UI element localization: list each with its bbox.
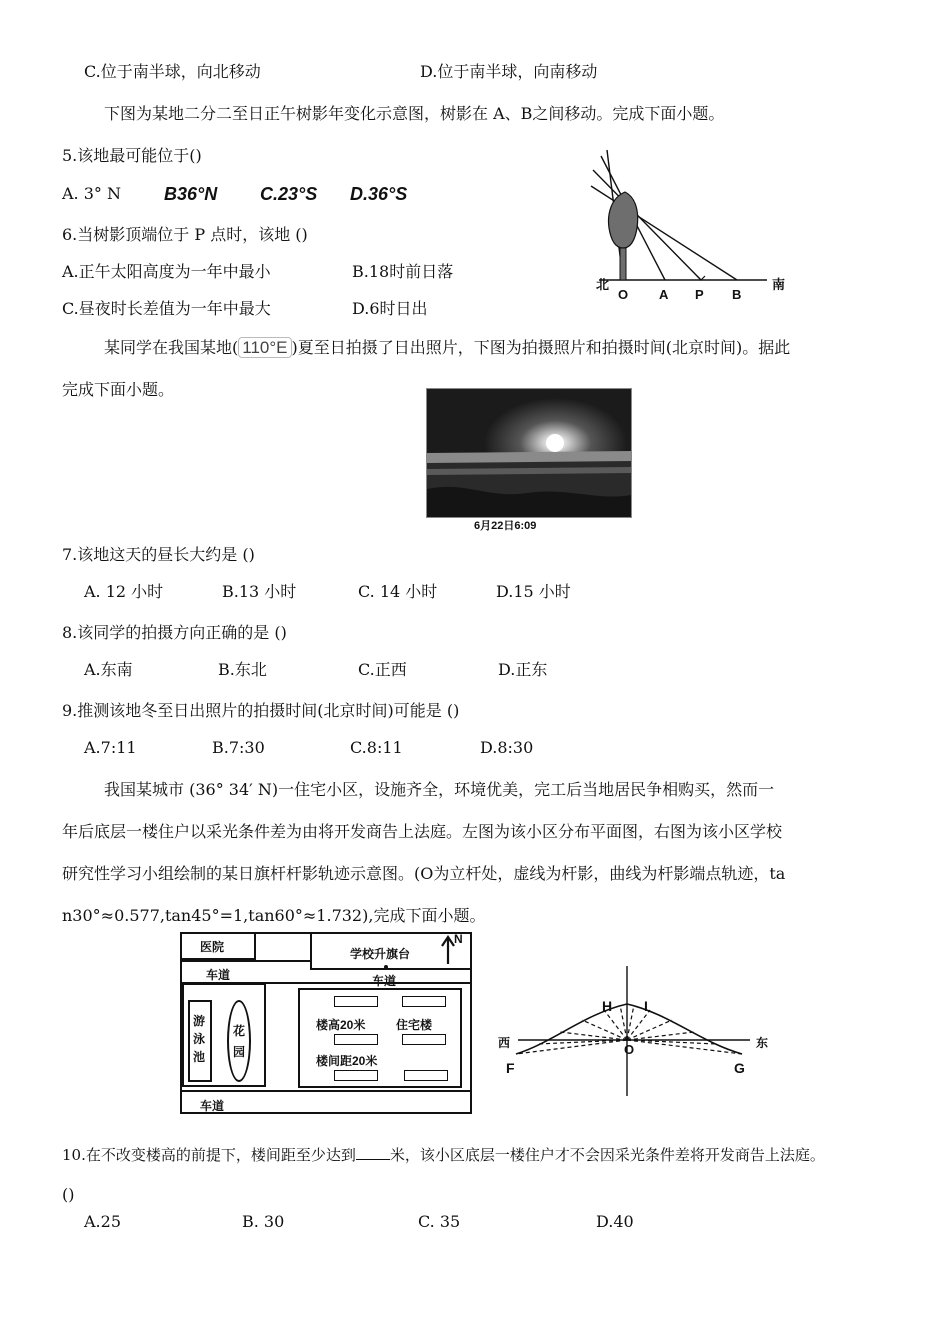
north-label: N [454, 932, 463, 946]
sunrise-photo-image [427, 389, 631, 517]
road-line-1 [180, 960, 310, 962]
q4-option-d: D.位于南半球，向南移动 [420, 62, 598, 81]
road-top-left-label: 车道 [206, 968, 231, 982]
building-spacing-label: 楼间距20米 [316, 1054, 378, 1068]
shadow-label-east: 东 [756, 1036, 769, 1050]
garden-char-2: 园 [233, 1045, 246, 1059]
q6-stem: 6.当树影顶端位于 P 点时，该地 () [62, 225, 308, 244]
tree-label-north: 北 [596, 277, 610, 292]
q10-paren: () [62, 1185, 75, 1204]
q6-option-c: C.昼夜时长差值为一年中最大 [62, 299, 271, 318]
shadow-label-f: F [506, 1060, 515, 1076]
tree-label-o: O [618, 287, 629, 302]
q10-stem-pre: 10.在不改变楼高的前提下，楼间距至少达到 [62, 1146, 356, 1164]
building [334, 1070, 378, 1081]
q9-option-b: B.7:30 [212, 738, 265, 757]
q7-stem: 7.该地这天的昼长大约是 () [62, 545, 255, 564]
intro-city-line4: n30°≈0.577,tan45°=1,tan60°≈1.732),完成下面小题。 [62, 906, 486, 925]
q8-option-d: D.正东 [498, 660, 548, 679]
q9-option-a: A.7:11 [84, 738, 137, 757]
q10-option-d: D.40 [596, 1212, 634, 1231]
q10-option-c: C. 35 [418, 1212, 461, 1231]
flag-label: 学校升旗台 [350, 947, 411, 961]
q9-stem: 9.推测该地冬至日出照片的拍摄时间(北京时间)可能是 () [62, 701, 460, 720]
shadow-label-o: O [624, 1042, 635, 1057]
intro-tree-text: 下图为某地二分二至日正午树影年变化示意图，树影在 A、B之间移动。完成下面小题。 [104, 104, 725, 123]
q5-option-d: D.36°S [350, 184, 408, 204]
q5-stem: 5.该地最可能位于() [62, 146, 202, 165]
hospital-label: 医院 [200, 940, 225, 954]
flag-dot [384, 965, 388, 969]
q6-option-d: D.6时日出 [352, 299, 428, 318]
building [404, 1070, 448, 1081]
q10-option-a: A.25 [84, 1212, 121, 1231]
q8-option-b: B.东北 [218, 660, 267, 679]
building [334, 996, 378, 1007]
q5-option-c: C.23°S [260, 184, 318, 204]
road-line-3 [180, 1090, 472, 1092]
q7-option-d: D.15 小时 [496, 582, 571, 601]
q8-stem: 8.该同学的拍摄方向正确的是 () [62, 623, 287, 642]
q8-option-a: A.东南 [84, 660, 133, 679]
q5-option-b: B36°N [164, 184, 218, 204]
garden-oval [227, 1000, 251, 1082]
tree-label-a: A [659, 287, 669, 302]
flagpole-shadow-diagram [494, 964, 780, 1098]
north-arrow-icon [438, 932, 468, 966]
pool-char-3: 池 [193, 1050, 206, 1064]
q9-option-d: D.8:30 [480, 738, 534, 757]
shadow-label-west: 西 [498, 1036, 511, 1050]
tree-shadow-diagram [585, 148, 795, 303]
q10-option-b: B. 30 [242, 1212, 285, 1231]
sunrise-photo [426, 388, 632, 518]
intro-photo-line1 [104, 338, 790, 358]
intro-photo-post: )夏至日拍摄了日出照片，下图为拍摄照片和拍摄时间(北京时间)。据此 [291, 338, 791, 357]
intro-photo-coord: 110°E [238, 337, 291, 358]
building [402, 996, 446, 1007]
tree-label-p: P [695, 287, 704, 302]
road-mid-label: 车道 [372, 974, 397, 988]
q4-option-c: C.位于南半球，向北移动 [84, 62, 261, 81]
intro-city-line3: 研究性学习小组绘制的某日旗杆杆影轨迹示意图。(O为立杆处，虚线为杆影，曲线为杆影端点轨迹，ta [62, 864, 786, 883]
q7-option-c: C. 14 小时 [358, 582, 438, 601]
intro-photo-pre: 某同学在我国某地( [104, 338, 239, 357]
pool-char-2: 泳 [193, 1032, 206, 1046]
q6-option-b: B.18时前日落 [352, 262, 454, 281]
q9-option-c: C.8:11 [350, 738, 403, 757]
q5-option-a: A. 3° N [62, 184, 121, 203]
q7-option-a: A. 12 小时 [84, 582, 164, 601]
shadow-label-h: H [602, 998, 613, 1014]
q10-answer-blank [356, 1145, 390, 1160]
q10-stem [62, 1145, 825, 1165]
tree-label-south: 南 [772, 277, 786, 292]
intro-city-line1: 我国某城市 (36° 34′ N)一住宅小区，设施齐全，环境优美，完工后当地居民争相购买，然而一 [104, 780, 775, 799]
building [402, 1034, 446, 1045]
residential-label: 住宅楼 [396, 1018, 433, 1032]
garden-char-1: 花 [233, 1024, 246, 1038]
q7-option-b: B.13 小时 [222, 582, 297, 601]
road-bottom-label: 车道 [200, 1099, 225, 1113]
building [334, 1034, 378, 1045]
tree-trunk [620, 248, 626, 280]
building-height-label: 楼高20米 [316, 1018, 366, 1032]
pool-char-1: 游 [193, 1014, 206, 1028]
shadow-label-g: G [734, 1060, 745, 1076]
q8-option-c: C.正西 [358, 660, 407, 679]
intro-city-line2: 年后底层一楼住户以采光条件差为由将开发商告上法庭。左图为该小区分布平面图，右图为该小区学校 [62, 822, 783, 841]
tree-label-b: B [732, 287, 742, 302]
q10-stem-post: 米，该小区底层一楼住户才不会因采光条件差将开发商告上法庭。 [389, 1146, 825, 1164]
intro-photo-line2: 完成下面小题。 [62, 380, 175, 399]
q6-option-a: A.正午太阳高度为一年中最小 [62, 262, 271, 281]
photo-caption: 6月22日6:09 [474, 520, 537, 532]
shadow-label-i: I [644, 998, 648, 1014]
